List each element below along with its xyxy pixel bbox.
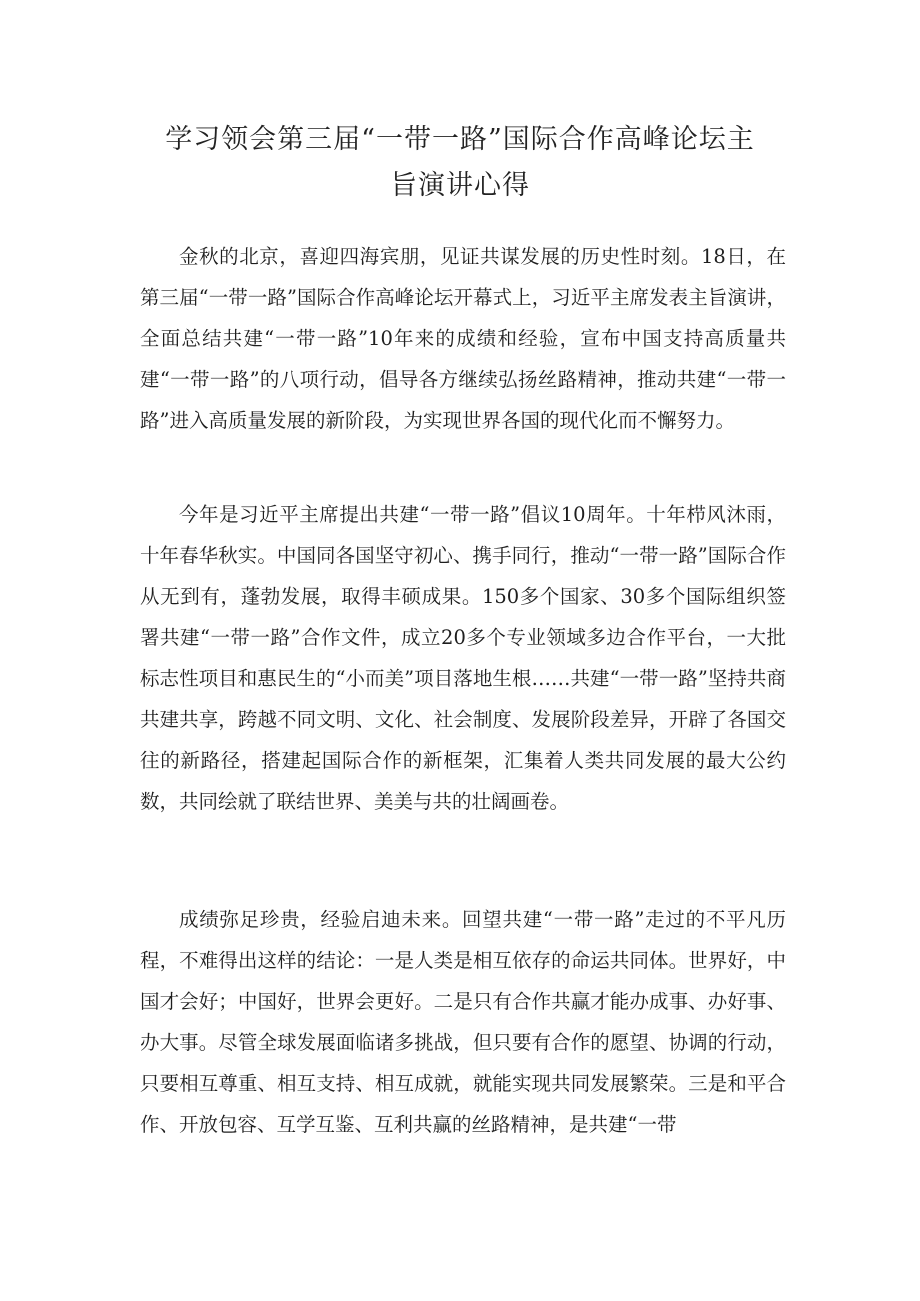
title-line-1: 学习领会第三届“一带一路”国际合作高峰论坛主 (165, 124, 755, 155)
paragraph-3: 成绩弥足珍贵，经验启迪未来。回望共建“一带一路”走过的不平凡历程，不难得出这样的结论：一是人类是相互依存的命运共同体。世界好，中国才会好；中国好，世界会更好。二是只有合作共赢才能办成事、办好事、办大事。尽管全球发展面临诸多挑战，但只要有合作的愿望、协调的行动，只要相互尊重、相互支持、相互成就，就能实现共同发展繁荣。三是和平合作、开放包容、互学互鉴、互利共赢的丝路精神，是共建“一带 (140, 908, 786, 1136)
title-line-2: 旨演讲心得 (390, 170, 530, 201)
paragraph-1: 金秋的北京，喜迎四海宾朋，见证共谋发展的历史性时刻。18日，在第三届“一带一路”国际合作高峰论坛开幕式上，习近平主席发表主旨演讲，全面总结共建“一带一路”10年来的成绩和经验，宣布中国支持高质量共建“一带一路”的八项行动，倡导各方继续弘扬丝路精神，推动共建“一带一路”进入高质量发展的新阶段，为实现世界各国的现代化而不懈努力。 (140, 245, 786, 432)
document-title (140, 117, 780, 209)
paragraph-2: 今年是习近平主席提出共建“一带一路”倡议10周年。十年栉风沐雨，十年春华秋实。中国同各国坚守初心、携手同行，推动“一带一路”国际合作从无到有，蓬勃发展，取得丰硕成果。150多个国家、30多个国际组织签署共建“一带一路”合作文件，成立20多个专业领域多边合作平台，一大批标志性项目和惠民生的“小而美”项目落地生根……共建“一带一路”坚持共商共建共享，跨越不同文明、文化、社会制度、发展阶段差异，开辟了各国交往的新路径，搭建起国际合作的新框架，汇集着人类共同发展的最大公约数，共同绘就了联结世界、美美与共的壮阔画卷。 (140, 503, 786, 813)
